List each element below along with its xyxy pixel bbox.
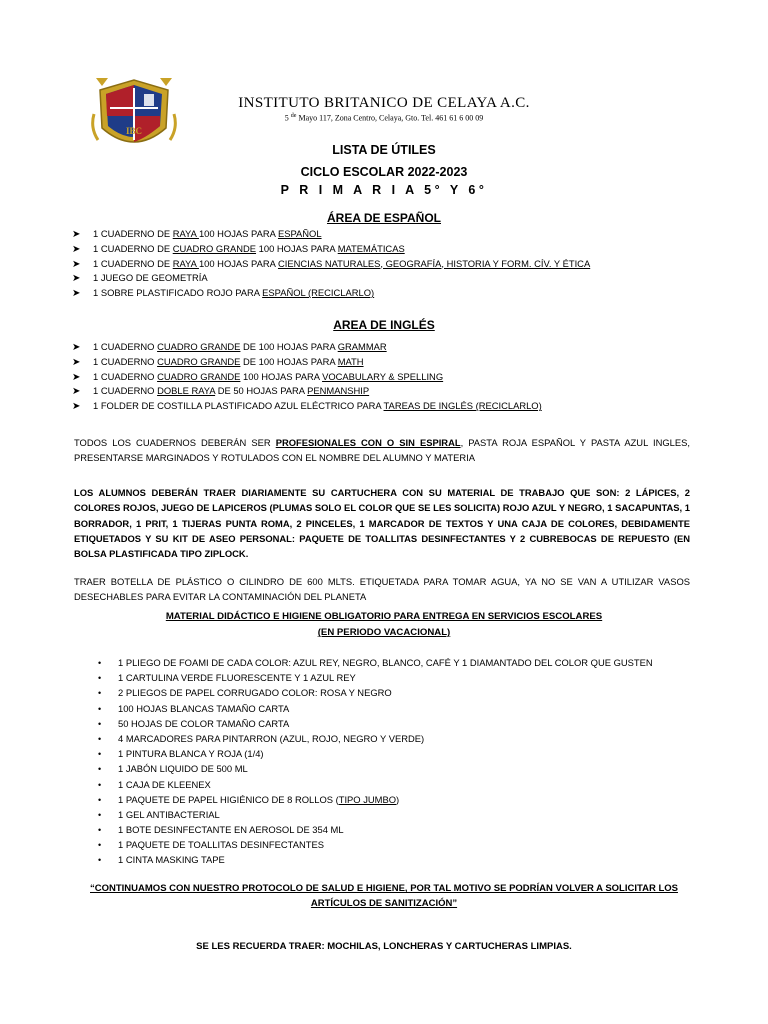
bullet-icon: • (98, 703, 102, 714)
item-text: 1 PAQUETE DE TOALLITAS DESINFECTANTES (118, 839, 324, 851)
item-text-tail: ) (396, 793, 400, 805)
list-item (98, 852, 698, 867)
item-text: 2 PLIEGOS DE PAPEL CORRUGADO COLOR: ROSA Y NEGRO (118, 687, 392, 699)
item-text-part: RAYA (172, 257, 199, 269)
spanish-area-heading: ÁREA DE ESPAÑOL (326, 211, 441, 225)
item-text-part: CUADRO GRANDE (157, 341, 241, 352)
item-text-part: 1 SOBRE PLASTIFICADO ROJO PARA (93, 287, 263, 299)
bullet-icon: • (98, 779, 102, 790)
bullet-icon: • (98, 809, 102, 820)
material-subheading (0, 627, 768, 638)
crest-letters: IBC (125, 126, 143, 136)
item-text-part: 1 CUADERNO DE (93, 228, 173, 239)
item-text-part: 1 CUADERNO (93, 341, 158, 352)
institution-address (0, 113, 768, 123)
list-item (72, 242, 712, 257)
address-number: 5 (284, 113, 289, 123)
list-item (98, 777, 698, 792)
material-subheading-text: (EN PERIODO VACACIONAL) (317, 627, 451, 638)
school-cycle: CICLO ESCOLAR 2022-2023 (300, 165, 468, 179)
english-supplies-list (72, 340, 712, 414)
item-text-part: ESPAÑOL (RECICLARLO) (262, 287, 375, 299)
item-text-part: PENMANSHIP (307, 385, 370, 397)
bullet-icon: • (98, 855, 102, 866)
arrow-bullet-icon: ➤ (72, 386, 81, 398)
bullet-icon: • (98, 718, 102, 729)
arrow-bullet-icon: ➤ (72, 243, 81, 255)
protocol-quote-text2: ARTÍCULOS DE SANITIZACIÓN” (310, 898, 458, 909)
arrow-bullet-icon: ➤ (72, 356, 81, 368)
list-item (72, 384, 712, 399)
list-item (98, 655, 698, 670)
protocol-quote-text1: “CONTINUAMOS CON NUESTRO PROTOCOLO DE SALUD E HIGIENE, POR TAL MOTIVO SE PODRÍAN VOLVER A SOLICITAR LOS (90, 883, 678, 894)
spanish-supplies-list (72, 227, 712, 301)
list-item (72, 370, 712, 385)
item-text-part: 100 HOJAS PARA (256, 242, 338, 254)
item-text-part: 1 CUADERNO (93, 385, 158, 397)
material-heading (0, 611, 768, 622)
address-rest: Mayo 117, Zona Centro, Celaya, Gto. Tel. 461 61 6 00 09 (298, 113, 484, 123)
arrow-bullet-icon: ➤ (72, 258, 81, 270)
bullet-icon: • (98, 733, 102, 744)
item-text-part: 1 CUADERNO (93, 370, 158, 382)
list-item (98, 822, 698, 837)
bullet-icon: • (98, 673, 102, 684)
list-item (98, 761, 698, 776)
item-text-part: DE 100 HOJAS PARA (240, 355, 338, 367)
arrow-bullet-icon: ➤ (72, 371, 81, 383)
item-text-underlined: TIPO JUMBO (338, 793, 397, 805)
list-item (72, 340, 712, 355)
reminder-note: SE LES RECUERDA TRAER: MOCHILAS, LONCHERAS Y CARTUCHERAS LIMPIAS. (196, 941, 572, 952)
item-text-part: MATH (337, 355, 364, 367)
item-text-part: 100 HOJAS PARA (198, 228, 278, 239)
item-text-part: ESPAÑOL (277, 228, 322, 239)
list-title: LISTA DE ÚTILES (332, 143, 436, 157)
bullet-icon: • (98, 688, 102, 699)
notebook-text-emphasis: PROFESIONALES CON O SIN ESPIRAL (275, 437, 461, 448)
item-text: 1 PLIEGO DE FOAMI DE CADA COLOR: AZUL REY, NEGRO, BLANCO, CAFÉ Y 1 DIAMANTADO DEL COLOR QUE GUSTEN (118, 657, 653, 668)
bullet-icon: • (98, 794, 102, 805)
notebook-instructions (74, 435, 690, 466)
item-text-part: 1 CUADERNO (93, 355, 158, 367)
item-text: 1 BOTE DESINFECTANTE EN AEROSOL DE 354 ML (118, 824, 344, 836)
item-text-part: DOBLE RAYA (157, 385, 216, 397)
item-text-part: 1 CUADERNO DE (93, 257, 173, 269)
hygiene-material-list (98, 655, 698, 868)
bullet-icon: • (98, 825, 102, 836)
item-text-part: 100 HOJAS PARA (198, 257, 278, 269)
list-item (98, 792, 698, 807)
list-item (72, 271, 712, 286)
list-item (98, 837, 698, 852)
list-item (98, 716, 698, 731)
item-text-part: CUADRO GRANDE (157, 370, 241, 382)
item-text-part: DE 100 HOJAS PARA (240, 341, 338, 352)
item-text-part: CUADRO GRANDE (172, 242, 257, 254)
water-bottle-instructions: TRAER BOTELLA DE PLÁSTICO O CILINDRO DE 600 MLTS. ETIQUETADA PARA TOMAR AGUA, YA NO SE VAN A UTILIZAR VASOS DESECHABLES PARA EVITAR LA CONTAMINACIÓN DEL PLANETA (74, 576, 690, 603)
item-text: 1 CARTULINA VERDE FLUORESCENTE Y 1 AZUL REY (118, 672, 356, 684)
item-text-part: 1 CUADERNO DE (93, 242, 173, 254)
bullet-icon: • (98, 749, 102, 760)
daily-pencil-case-instructions: LOS ALUMNOS DEBERÁN TRAER DIARIAMENTE SU CARTUCHERA CON SU MATERIAL DE TRABAJO QUE SON: 2 LÁPICES, 2 COLORES ROJOS, JUEGO DE LAPICEROS (PLUMAS SOLO EL COLOR QUE SE LES SOLICITA) ROJO AZUL Y NEGRO, 1 SACAPUNTAS, 1 BORRADOR, 1 PRIT, 1 TIJERAS PUNTA ROMA, 2 PINCELES, 1 MARCADOR DE TEXTOS Y UNA CAJA DE COLORES, DEBIDAMENTE ETIQUETADOS Y SU KIT DE ASEO PERSONAL: PAQUETE DE TOALLITAS DESINFECTANTES Y 2 CUBREBOCAS DE REPUESTO (EN BOLSA PLASTIFICADA TIPO ZIPLOCK. (74, 487, 690, 560)
item-text: 1 CAJA DE KLEENEX (118, 778, 211, 790)
notebook-text-a: TODOS LOS CUADERNOS DEBERÁN SER (74, 437, 276, 448)
english-area-heading: AREA DE INGLÉS (333, 318, 435, 332)
item-text: 100 HOJAS BLANCAS TAMAÑO CARTA (118, 702, 290, 714)
item-text-part: 1 FOLDER DE COSTILLA PLASTIFICADO AZUL ELÉCTRICO PARA (93, 400, 384, 412)
list-item (98, 807, 698, 822)
arrow-bullet-icon: ➤ (72, 229, 81, 240)
list-item (72, 257, 712, 272)
item-text: 1 JABÓN LIQUIDO DE 500 ML (118, 763, 248, 775)
address-superscript: de (290, 113, 297, 119)
item-text: 1 CINTA MASKING TAPE (118, 854, 225, 866)
bullet-icon: • (98, 840, 102, 851)
material-heading-text: MATERIAL DIDÁCTICO E HIGIENE OBLIGATORIO PARA ENTREGA EN SERVICIOS ESCOLARES (165, 611, 603, 622)
list-item (72, 399, 712, 414)
item-text-part: CUADRO GRANDE (157, 355, 241, 367)
item-text-part: VOCABULARY & SPELLING (322, 370, 444, 382)
item-text-part: GRAMMAR (337, 341, 387, 352)
bullet-icon: • (98, 658, 102, 668)
list-item (98, 731, 698, 746)
list-item (72, 286, 712, 301)
item-text-part: TAREAS DE INGLÉS (RECICLARLO) (383, 400, 542, 412)
item-text-part: MATEMÁTICAS (337, 242, 405, 254)
item-text: 1 GEL ANTIBACTERIAL (118, 808, 220, 820)
item-text-part: 100 HOJAS PARA (240, 370, 323, 382)
item-text-part: CIENCIAS NATURALES, GEOGRAFÍA, HISTORIA Y FORM. CÍV. Y ÉTICA (277, 257, 591, 269)
list-item (98, 701, 698, 716)
list-item (72, 355, 712, 370)
item-text: 1 PAQUETE DE PAPEL HIGIÉNICO DE 8 ROLLOS ( (118, 793, 339, 805)
list-item (98, 685, 698, 700)
protocol-quote-line2 (0, 898, 768, 909)
list-item (72, 227, 712, 242)
list-item (98, 670, 698, 685)
arrow-bullet-icon: ➤ (72, 273, 81, 285)
bullet-icon: • (98, 764, 102, 775)
protocol-quote-line1 (0, 883, 768, 894)
item-text-part: 1 JUEGO DE GEOMETRÍA (93, 272, 208, 284)
item-text: 50 HOJAS DE COLOR TAMAÑO CARTA (118, 717, 290, 729)
item-text-part: RAYA (172, 228, 199, 239)
item-text-part: DE 50 HOJAS PARA (215, 385, 308, 397)
arrow-bullet-icon: ➤ (72, 401, 81, 413)
arrow-bullet-icon: ➤ (72, 288, 81, 300)
notebook-text-c: , PASTA ROJA ESPAÑOL Y PASTA AZUL INGLES, PRESENTARSE MARGINADOS Y ROTULADOS CON EL NOMBRE DEL ALUMNO Y MATERIA (74, 437, 690, 464)
list-item (98, 746, 698, 761)
grade-level: P R I M A R I A 5° Y 6° (280, 183, 488, 197)
arrow-bullet-icon: ➤ (72, 342, 81, 353)
institution-name: INSTITUTO BRITANICO DE CELAYA A.C. (238, 95, 530, 111)
item-text: 1 PINTURA BLANCA Y ROJA (1/4) (118, 748, 264, 760)
item-text: 4 MARCADORES PARA PINTARRON (AZUL, ROJO, NEGRO Y VERDE) (118, 732, 425, 744)
